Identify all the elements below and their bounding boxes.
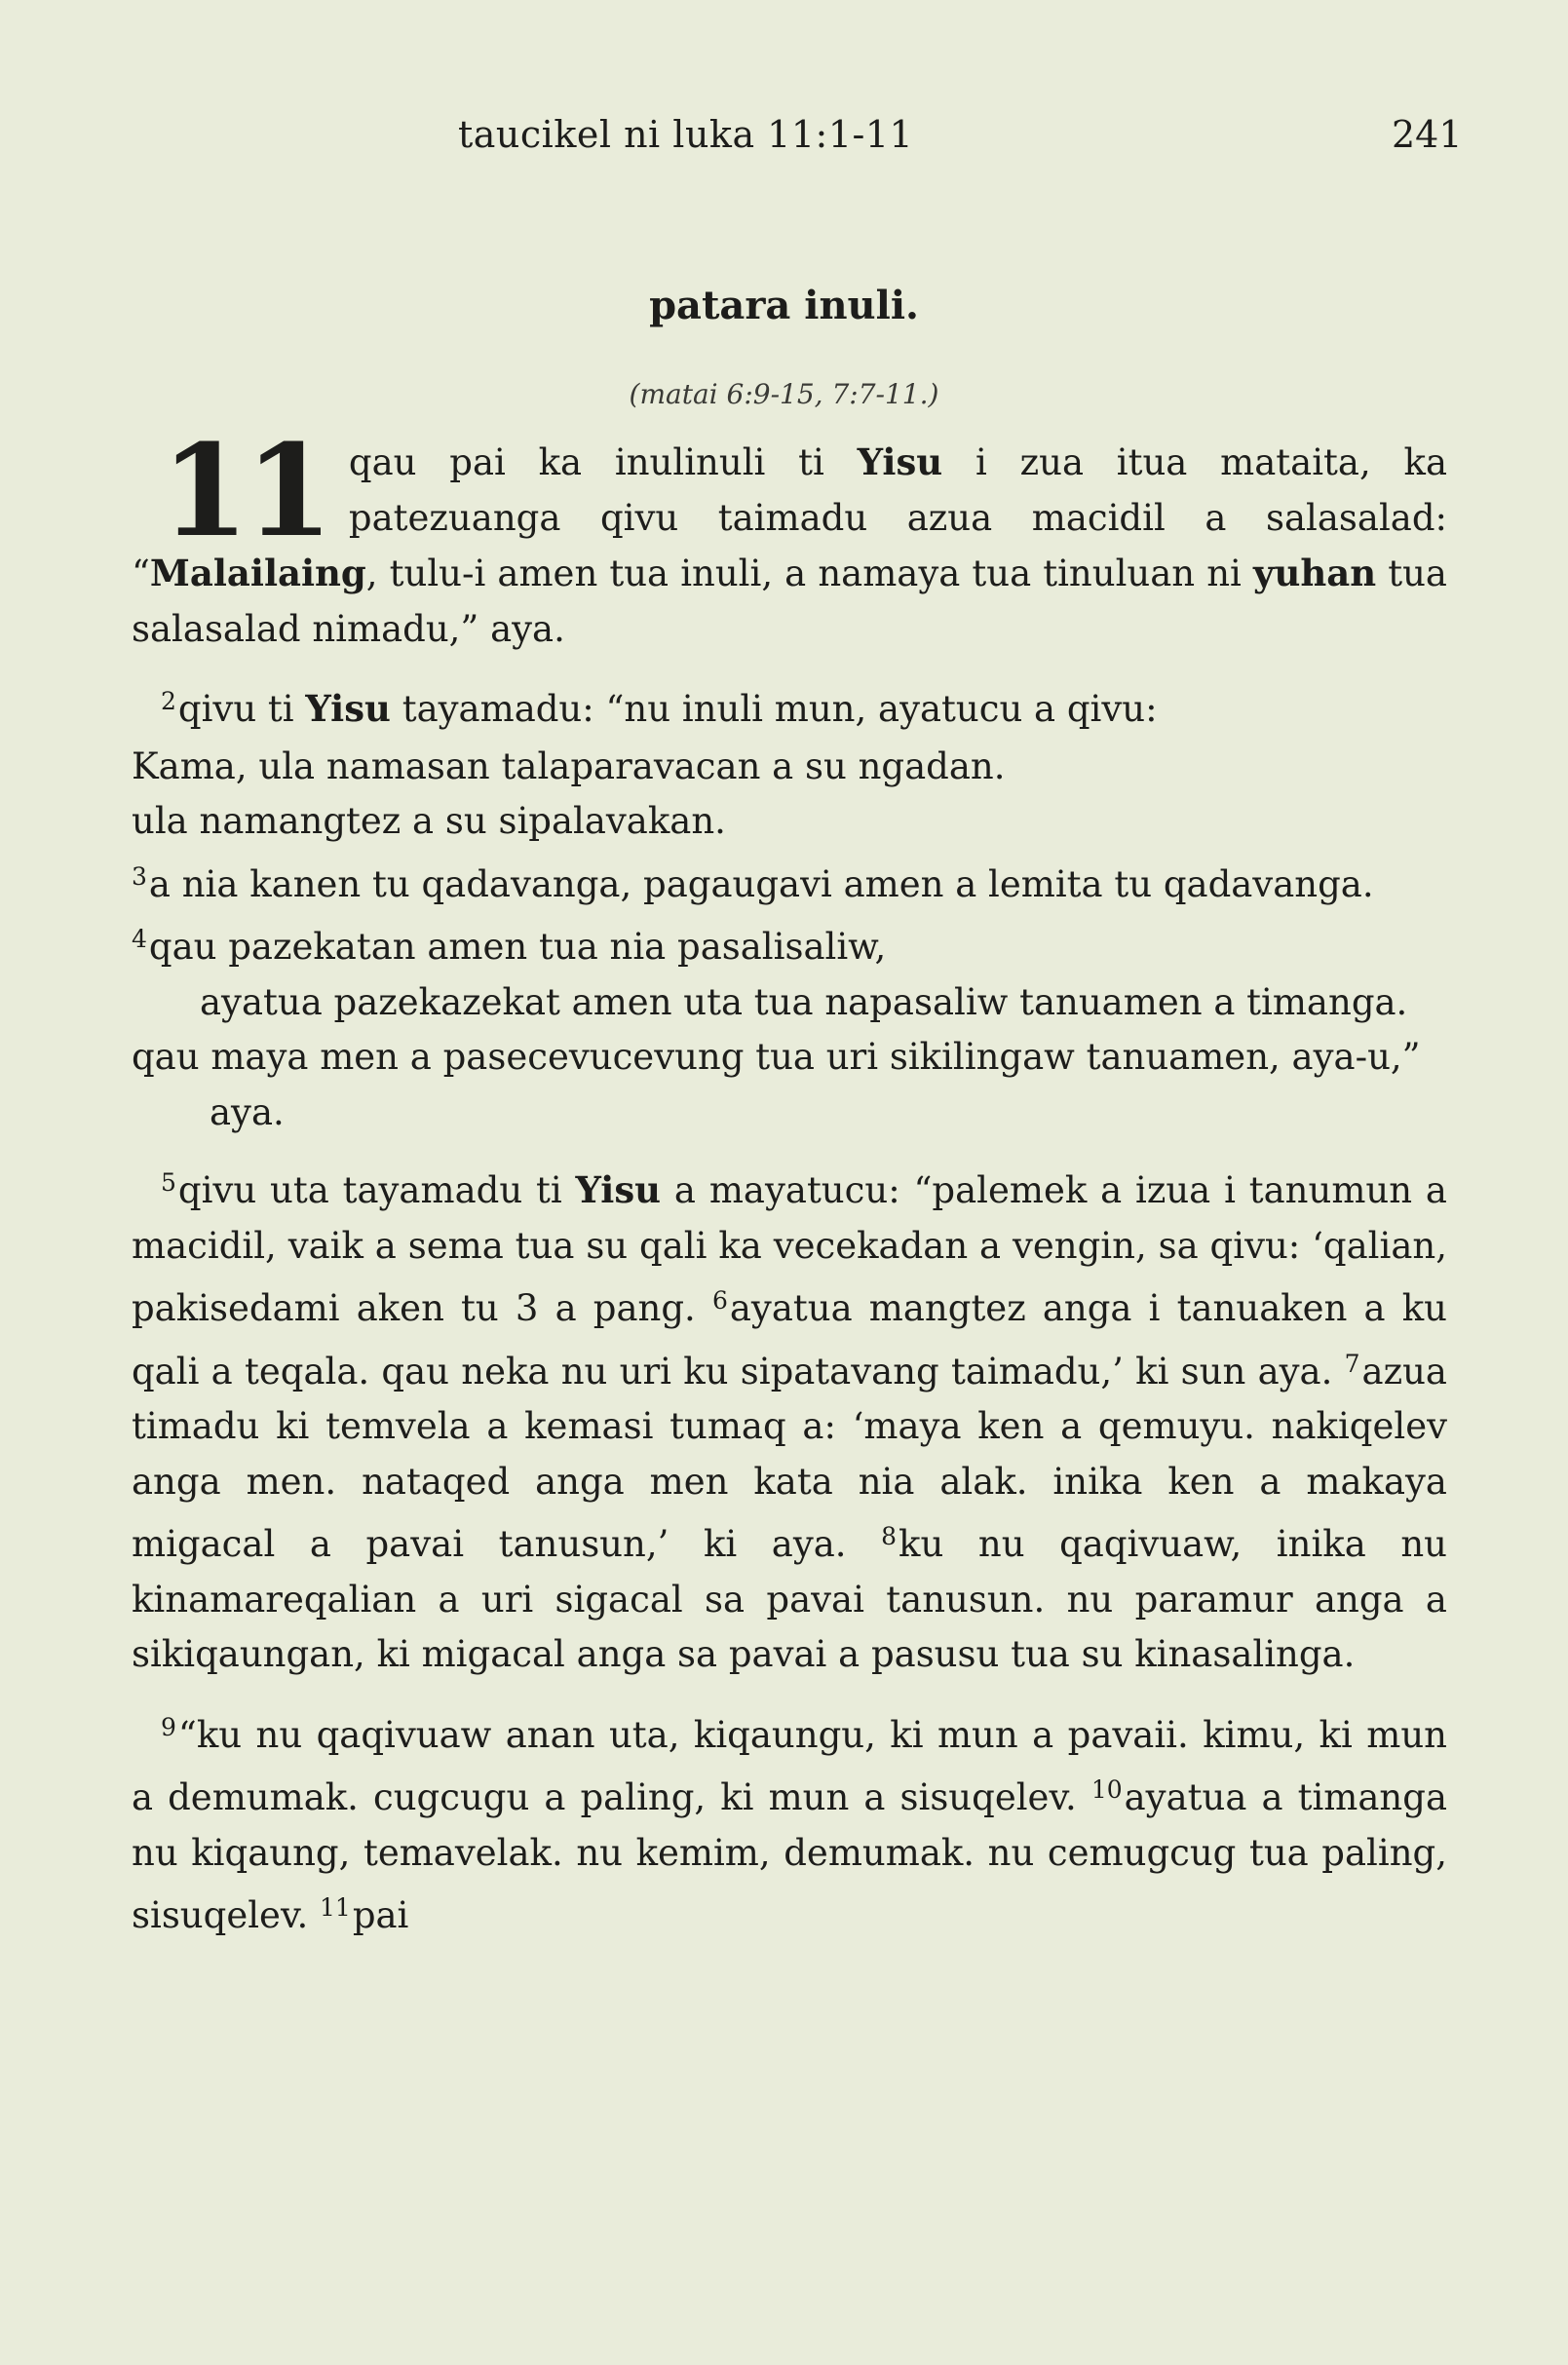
verse-number: 6 <box>711 1286 728 1315</box>
poetry-line: ula namangtez a su sipalavakan. <box>132 800 726 842</box>
verse-2: $^2$qivu ti Yisu tayamadu: “nu inuli mun, ayatucu a qivu: <box>161 687 1158 730</box>
prayer-lines <box>132 740 1447 1141</box>
verse-number: 7 <box>1344 1349 1360 1378</box>
chapter-number: 11 <box>161 416 329 565</box>
verse-number: 8 <box>881 1522 898 1550</box>
verse-number: 4 <box>132 925 147 953</box>
verses-9-11: $^9$“ku nu qaqivuaw anan uta, kiqaungu, ki mun a pavaii. kimu, ki mun a demumak. cugcugu a paling, ki mun a sisuqelev. $^{10}$ayatua a timanga nu kiqaung, temavelak. nu kemim, demumak. nu cemugcug tua paling, sisuqelev. $^{11}$pai <box>132 1712 1448 1936</box>
poetry-line: Kama, ula namasan talaparavacan a su ngadan. <box>132 744 1006 787</box>
running-head: taucikel ni luka 11:1-11 <box>458 113 914 156</box>
verse-number: 2 <box>161 687 176 715</box>
verse-3: $^3$a nia kanen tu qadavanga, pagaugavi amen a lemita tu qadavanga. <box>132 861 1374 905</box>
verse-number: 3 <box>132 861 147 891</box>
verse-number: 9 <box>161 1712 176 1741</box>
page-number: 241 <box>1392 113 1463 156</box>
verse-number: 10 <box>1090 1775 1123 1804</box>
verse-1: 11 qau pai ka inulinuli ti Yisu i zua itua mataita, ka patezuanga qivu taimadu azua macidil a salasalad: “Malailaing, tulu-i amen tua inuli, a namaya tua tinuluan ni yuhan tua salasalad nimadu,” aya. <box>132 416 1448 650</box>
page-header <box>0 105 1568 164</box>
verse-number: 5 <box>161 1168 176 1197</box>
poetry-line: qau maya men a pasecevucevung tua uri sikilingaw tanuamen, aya-u,” aya. <box>132 1036 1421 1133</box>
chapter-body <box>132 416 1448 1944</box>
verse-number: 11 <box>320 1893 351 1922</box>
section-title: patara inuli. <box>649 283 919 328</box>
poetry-line: ayatua pazekazekat amen uta tua napasaliw tanuamen a timanga. <box>200 980 1408 1023</box>
section-reference: (matai 6:9-15, 7:7-11.) <box>629 378 939 410</box>
verses-5-8: $^5$qivu uta tayamadu ti Yisu a mayatucu: “palemek a izua i tanumun a macidil, vaik a sema tua su qali ka vecekadan a vengin, sa qivu: ‘qalian, pakisedami aken tu 3 a pang. $^6$ayatua mangtez anga i tanuaken a ku qali a teqala. qau neka nu uri ku sipatavang taimadu,’ ki sun aya. $^7$azua timadu ki temvela a kemasi tumaq a: ‘maya ken a qemuyu. nakiqelev anga men. nataqed anga men kata nia alak. inika ken a makaya migacal a pavai tanusun,’ ki aya. $^8$ku nu qaqivuaw, inika nu kinamareqalian a uri sigacal sa pavai tanusun. nu paramur anga a sikiqaungan, ki migacal anga sa pavai a pasusu tua su kinasalinga. <box>132 1168 1447 1675</box>
verse-4: $^4$qau pazekatan amen tua nia pasalisaliw, <box>132 925 887 968</box>
